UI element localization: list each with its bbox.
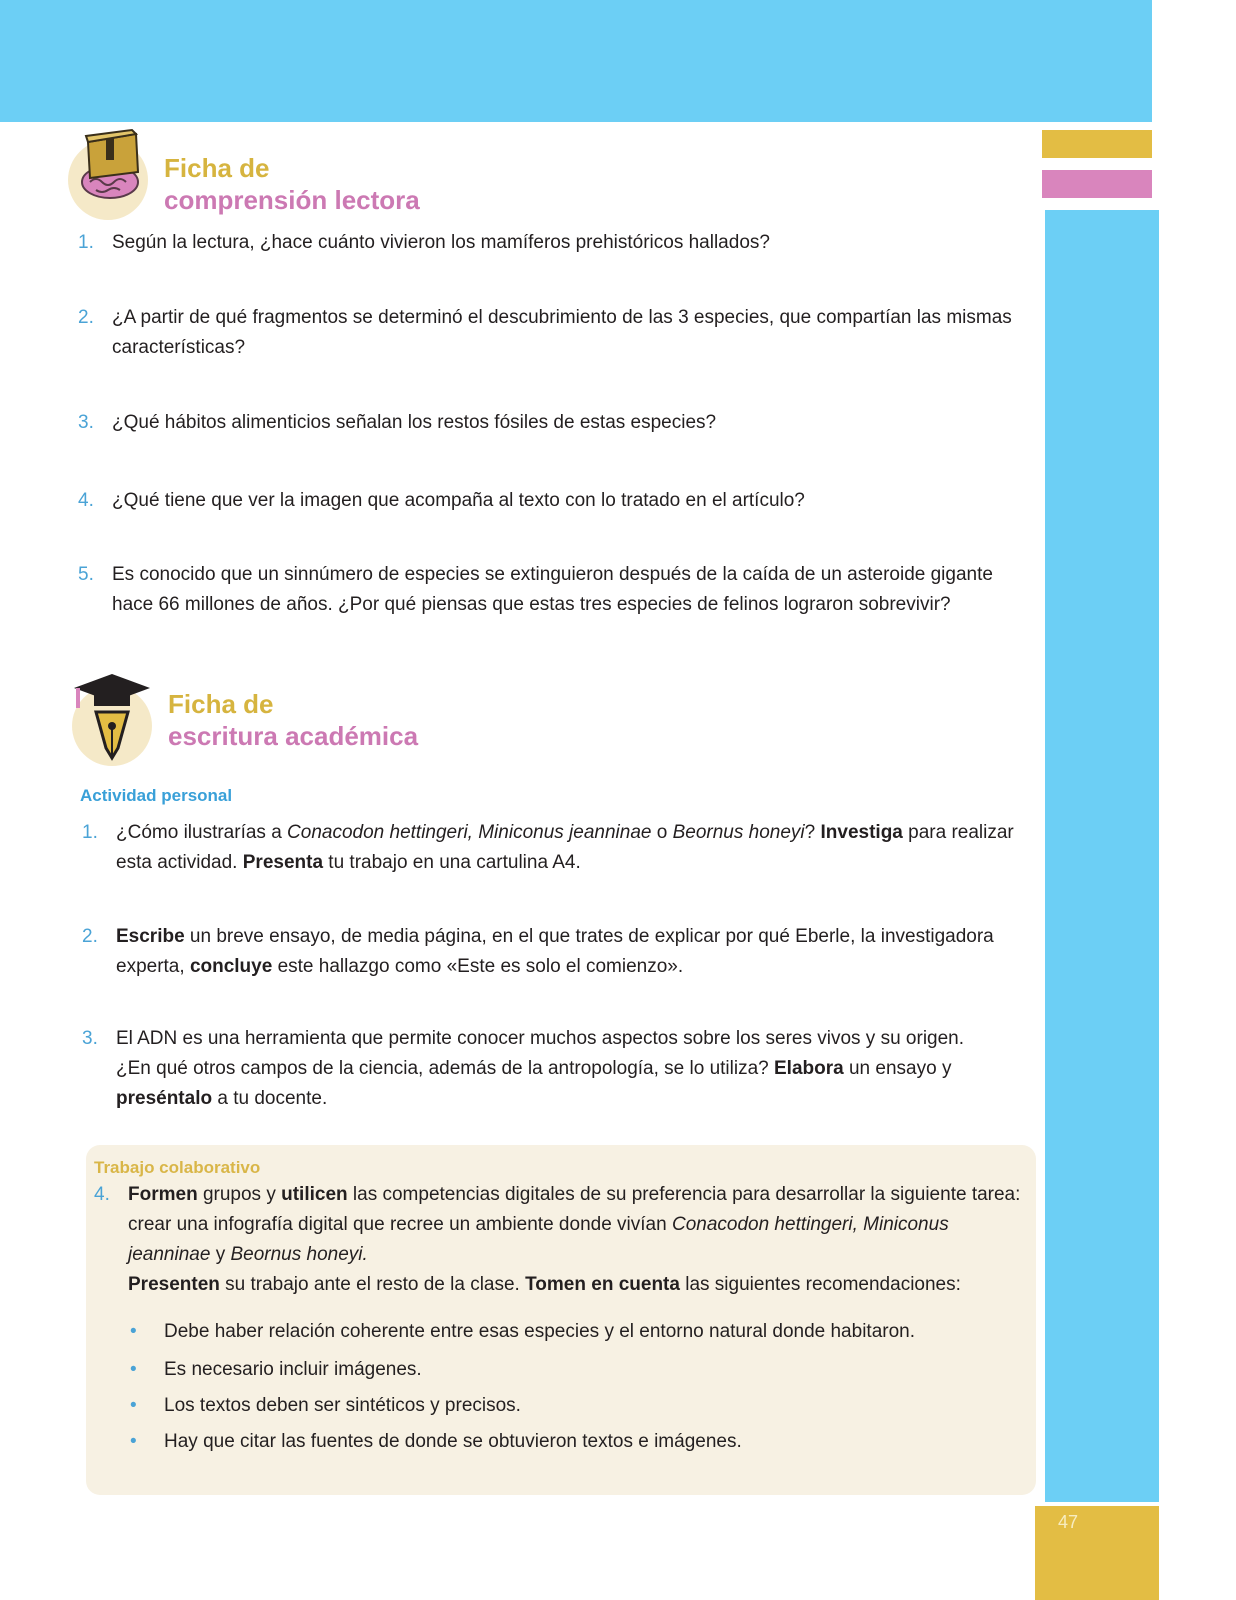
species-names: Conacodon hettingeri, Miniconus jeanninae xyxy=(128,1214,949,1265)
text-part: El ADN es una herramienta que permite conocer muchos aspectos sobre los seres vivos y su origen. ¿En qué otros campos de la ciencia, además de la antropología, se lo utiliza? xyxy=(116,1028,965,1079)
question-number: 3. xyxy=(78,412,94,433)
question-5 xyxy=(78,560,1027,620)
page-number: 47 xyxy=(1058,1512,1079,1532)
text-part: grupos y xyxy=(197,1184,282,1205)
action-verb: Formen xyxy=(128,1184,198,1205)
action-verb: Escribe xyxy=(116,926,185,947)
writing-question-3 xyxy=(82,1024,996,1114)
question-2 xyxy=(78,303,1037,363)
collaborative-question-4 xyxy=(94,1180,1023,1270)
text-part: para realizar esta actividad. xyxy=(116,822,1014,873)
bullet-icon: • xyxy=(130,1321,137,1342)
question-text: Según la lectura, ¿hace cuánto vivieron los mamíferos prehistóricos hallados? xyxy=(112,232,770,253)
text-part: y xyxy=(210,1244,231,1265)
section2-title-line2: escritura académica xyxy=(168,721,419,751)
text-part: a tu docente. xyxy=(212,1088,328,1109)
section1-title-line1: Ficha de xyxy=(164,153,270,183)
species-names: Conacodon hettingeri, Miniconus jeanninae xyxy=(287,822,652,843)
question-number: 2. xyxy=(82,926,98,947)
recommendation-item xyxy=(130,1428,1024,1456)
text-part: o xyxy=(651,822,673,843)
action-verb: Tomen en cuenta xyxy=(525,1274,680,1295)
recommendation-item xyxy=(130,1356,1024,1384)
question-number: 4. xyxy=(94,1184,110,1205)
question-number: 1. xyxy=(82,822,98,843)
question-4 xyxy=(78,486,1012,516)
writing-question-2 xyxy=(82,922,1016,982)
question-number: 2. xyxy=(78,307,94,328)
text-part: tu trabajo en una cartulina A4. xyxy=(323,852,581,873)
action-verb: preséntalo xyxy=(116,1088,213,1109)
recommendation-text: Debe haber relación coherente entre esas especies y el entorno natural donde habitaron. xyxy=(164,1321,916,1342)
section2-title xyxy=(168,688,418,752)
question-number: 3. xyxy=(82,1028,98,1049)
writing-question-1 xyxy=(82,818,1016,878)
bullet-icon: • xyxy=(130,1395,137,1416)
text-part: ¿Cómo ilustrarías a xyxy=(116,822,288,843)
recommendation-text: Es necesario incluir imágenes. xyxy=(164,1359,422,1380)
collaborative-instructions xyxy=(128,1270,1028,1300)
species-name: Beornus honeyi xyxy=(672,822,805,843)
section1-title xyxy=(164,152,420,216)
text-part: las competencias digitales de su preferencia para desarrollar la siguiente tarea: crear una infografía digital que recree un ambiente donde vivían xyxy=(128,1184,1021,1235)
text-part: ? xyxy=(804,822,821,843)
text-part: un breve ensayo, de media página, en el que trates de explicar por qué Eberle, la investigadora experta, xyxy=(116,926,994,977)
graduation-pen-icon xyxy=(70,668,156,768)
text-part: este hallazgo como «Este es solo el comienzo». xyxy=(272,956,684,977)
question-number: 1. xyxy=(78,232,94,253)
text-part: su trabajo ante el resto de la clase. xyxy=(219,1274,526,1295)
question-1 xyxy=(78,228,1012,258)
question-text: ¿Qué hábitos alimenticios señalan los restos fósiles de estas especies? xyxy=(112,412,717,433)
bullet-icon: • xyxy=(130,1359,137,1380)
species-name: Beornus honeyi. xyxy=(230,1244,368,1265)
text-part: las siguientes recomendaciones: xyxy=(679,1274,961,1295)
subheading-actividad-personal: Actividad personal xyxy=(80,786,233,805)
question-3 xyxy=(78,408,1012,438)
page-number-box xyxy=(1035,1506,1159,1600)
action-verb: Elabora xyxy=(774,1058,844,1079)
action-verb: Presenta xyxy=(242,852,324,873)
action-verb: Presenten xyxy=(128,1274,220,1295)
section1-title-line2: comprensión lectora xyxy=(164,185,420,215)
recommendation-text: Los textos deben ser sintéticos y precisos. xyxy=(164,1395,521,1416)
question-text: ¿A partir de qué fragmentos se determinó el descubrimiento de las 3 especies, que compartían las mismas características? xyxy=(112,307,1012,358)
question-text: ¿Qué tiene que ver la imagen que acompaña al texto con lo tratado en el artículo? xyxy=(112,490,805,511)
side-bar-blue xyxy=(1045,210,1159,1502)
side-tab-gold xyxy=(1042,130,1152,158)
action-verb: utilicen xyxy=(281,1184,348,1205)
question-number: 4. xyxy=(78,490,94,511)
side-tab-pink xyxy=(1042,170,1152,198)
action-verb: concluye xyxy=(189,956,273,977)
book-brain-icon xyxy=(66,124,150,224)
section2-title-line1: Ficha de xyxy=(168,689,274,719)
collaborative-heading: Trabajo colaborativo xyxy=(94,1158,261,1177)
bullet-icon: • xyxy=(130,1431,137,1452)
top-color-band xyxy=(0,0,1152,122)
text-part: un ensayo y xyxy=(843,1058,952,1079)
question-text: Es conocido que un sinnúmero de especies se extinguieron después de la caída de un asteroide gigante hace 66 millones de años. ¿Por qué piensas que estas tres especies de felinos lograron sobrevivir? xyxy=(112,564,993,615)
question-number: 5. xyxy=(78,564,94,585)
recommendation-item xyxy=(130,1392,1024,1420)
recommendation-text: Hay que citar las fuentes de donde se obtuvieron textos e imágenes. xyxy=(164,1431,742,1452)
action-verb: Investiga xyxy=(820,822,903,843)
recommendation-item xyxy=(130,1318,1024,1346)
